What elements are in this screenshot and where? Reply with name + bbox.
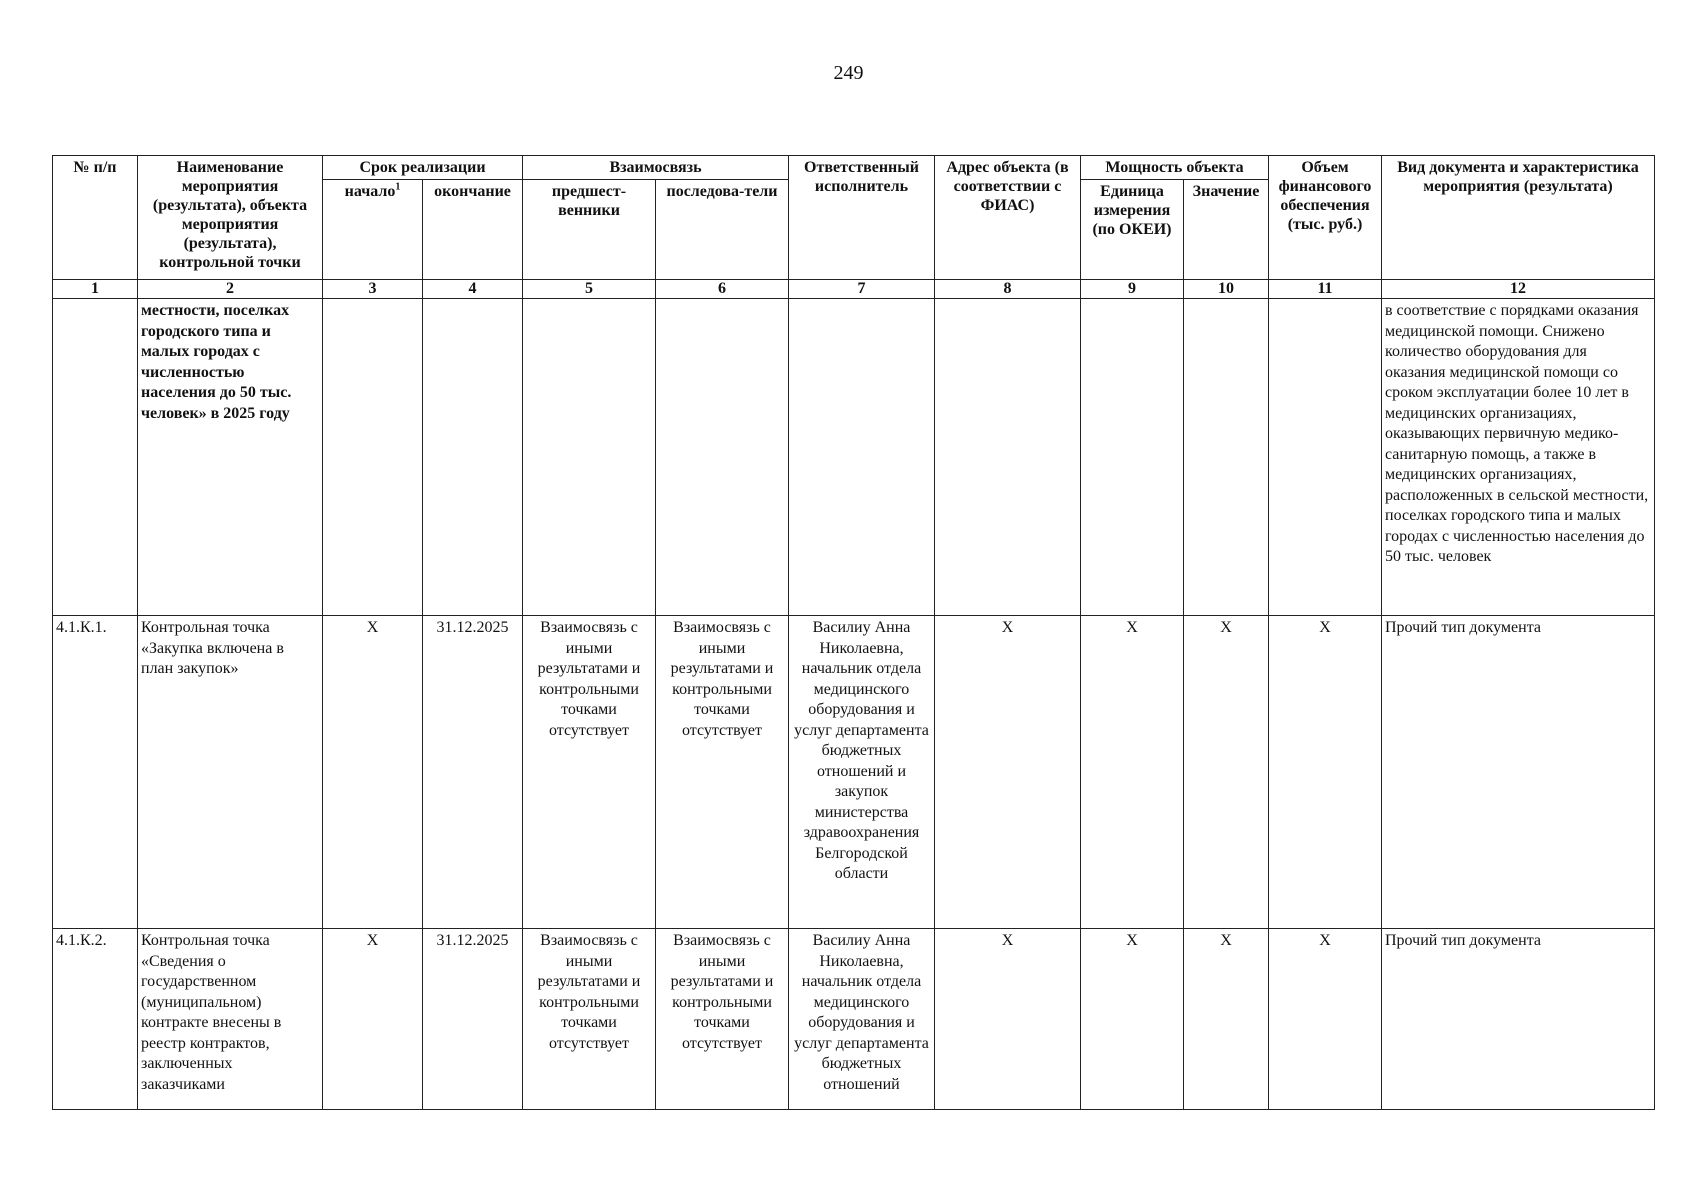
cell-value: X	[1184, 929, 1269, 1110]
cell-predecessors: Взаимосвязь с иными результатами и контрольными точками отсутствует	[523, 929, 656, 1110]
column-number: 3	[323, 280, 423, 299]
cell-start: X	[323, 929, 423, 1110]
cell-finance: X	[1269, 616, 1382, 929]
cell-document: в соответствие с порядками оказания медицинской помощи. Снижено количество оборудования для оказания медицинской помощи со сроком эксплуатации более 10 лет в медицинских организациях, оказывающих первичную медико-санитарную помощь, а также в медицинских организациях, расположенных в сельской местности, поселках городского типа и малых городах с численностью населения до 50 тыс. человек	[1382, 299, 1655, 616]
cell-responsible: Василиу Анна Николаевна, начальник отдела медицинского оборудования и услуг департамента бюджетных отношений	[789, 929, 935, 1110]
cell-document: Прочий тип документа	[1382, 616, 1655, 929]
header-name: Наименование мероприятия (результата), объекта мероприятия (результата), контрольной точки	[138, 156, 323, 280]
cell-start: X	[323, 616, 423, 929]
table-row	[53, 929, 1655, 1110]
cell-address	[935, 299, 1081, 616]
header-num: № п/п	[53, 156, 138, 280]
cell-finance	[1269, 299, 1382, 616]
cell-successors: Взаимосвязь с иными результатами и контрольными точками отсутствует	[656, 929, 789, 1110]
header-end: окончание	[423, 180, 523, 280]
column-number: 6	[656, 280, 789, 299]
cell-name: Контрольная точка «Закупка включена в план закупок»	[138, 616, 323, 929]
page-number: 249	[833, 62, 864, 84]
table-row	[53, 616, 1655, 929]
column-number: 9	[1081, 280, 1184, 299]
column-number: 12	[1382, 280, 1655, 299]
cell-document: Прочий тип документа	[1382, 929, 1655, 1110]
cell-name: Контрольная точка «Сведения о государственном (муниципальном) контракте внесены в реестр контрактов, заключенных заказчиками	[138, 929, 323, 1110]
header-row-1	[53, 156, 1655, 180]
cell-end: 31.12.2025	[423, 616, 523, 929]
cell-responsible: Василиу Анна Николаевна, начальник отдела медицинского оборудования и услуг департамента бюджетных отношений и закупок министерства здравоохранения Белгородской области	[789, 616, 935, 929]
plan-table	[52, 155, 1655, 1110]
cell-successors: Взаимосвязь с иными результатами и контрольными точками отсутствует	[656, 616, 789, 929]
cell-num: 4.1.К.2.	[53, 929, 138, 1110]
cell-num: 4.1.К.1.	[53, 616, 138, 929]
cell-successors	[656, 299, 789, 616]
column-number: 8	[935, 280, 1081, 299]
column-number: 1	[53, 280, 138, 299]
header-capacity: Мощность объекта	[1081, 156, 1269, 180]
header-responsible: Ответственный исполнитель	[789, 156, 935, 280]
column-number: 7	[789, 280, 935, 299]
column-number: 2	[138, 280, 323, 299]
cell-name: местности, поселках городского типа и малых городах с численностью населения до 50 тыс. человек» в 2025 году	[138, 299, 323, 616]
cell-predecessors	[523, 299, 656, 616]
header-value: Значение	[1184, 180, 1269, 280]
cell-unit: X	[1081, 616, 1184, 929]
column-numbers-row	[53, 280, 1655, 299]
cell-unit	[1081, 299, 1184, 616]
cell-value	[1184, 299, 1269, 616]
cell-end	[423, 299, 523, 616]
column-number: 5	[523, 280, 656, 299]
header-unit: Единица измерения (по ОКЕИ)	[1081, 180, 1184, 280]
header-predecessors: предшест-венники	[523, 180, 656, 280]
column-number: 11	[1269, 280, 1382, 299]
header-document: Вид документа и характеристика мероприятия (результата)	[1382, 156, 1655, 280]
cell-start	[323, 299, 423, 616]
table-row	[53, 299, 1655, 616]
cell-finance: X	[1269, 929, 1382, 1110]
column-number: 4	[423, 280, 523, 299]
cell-end: 31.12.2025	[423, 929, 523, 1110]
cell-responsible	[789, 299, 935, 616]
column-number: 10	[1184, 280, 1269, 299]
cell-value: X	[1184, 616, 1269, 929]
cell-address: X	[935, 616, 1081, 929]
header-period: Срок реализации	[323, 156, 523, 180]
cell-unit: X	[1081, 929, 1184, 1110]
header-successors: последова-тели	[656, 180, 789, 280]
plan-table-wrapper	[52, 155, 1654, 1110]
header-finance: Объем финансового обеспечения (тыс. руб.)	[1269, 156, 1382, 280]
header-start: начало$^1$	[323, 180, 423, 280]
cell-predecessors: Взаимосвязь с иными результатами и контрольными точками отсутствует	[523, 616, 656, 929]
cell-num	[53, 299, 138, 616]
header-link: Взаимосвязь	[523, 156, 789, 180]
header-address: Адрес объекта (в соответствии с ФИАС)	[935, 156, 1081, 280]
cell-address: X	[935, 929, 1081, 1110]
